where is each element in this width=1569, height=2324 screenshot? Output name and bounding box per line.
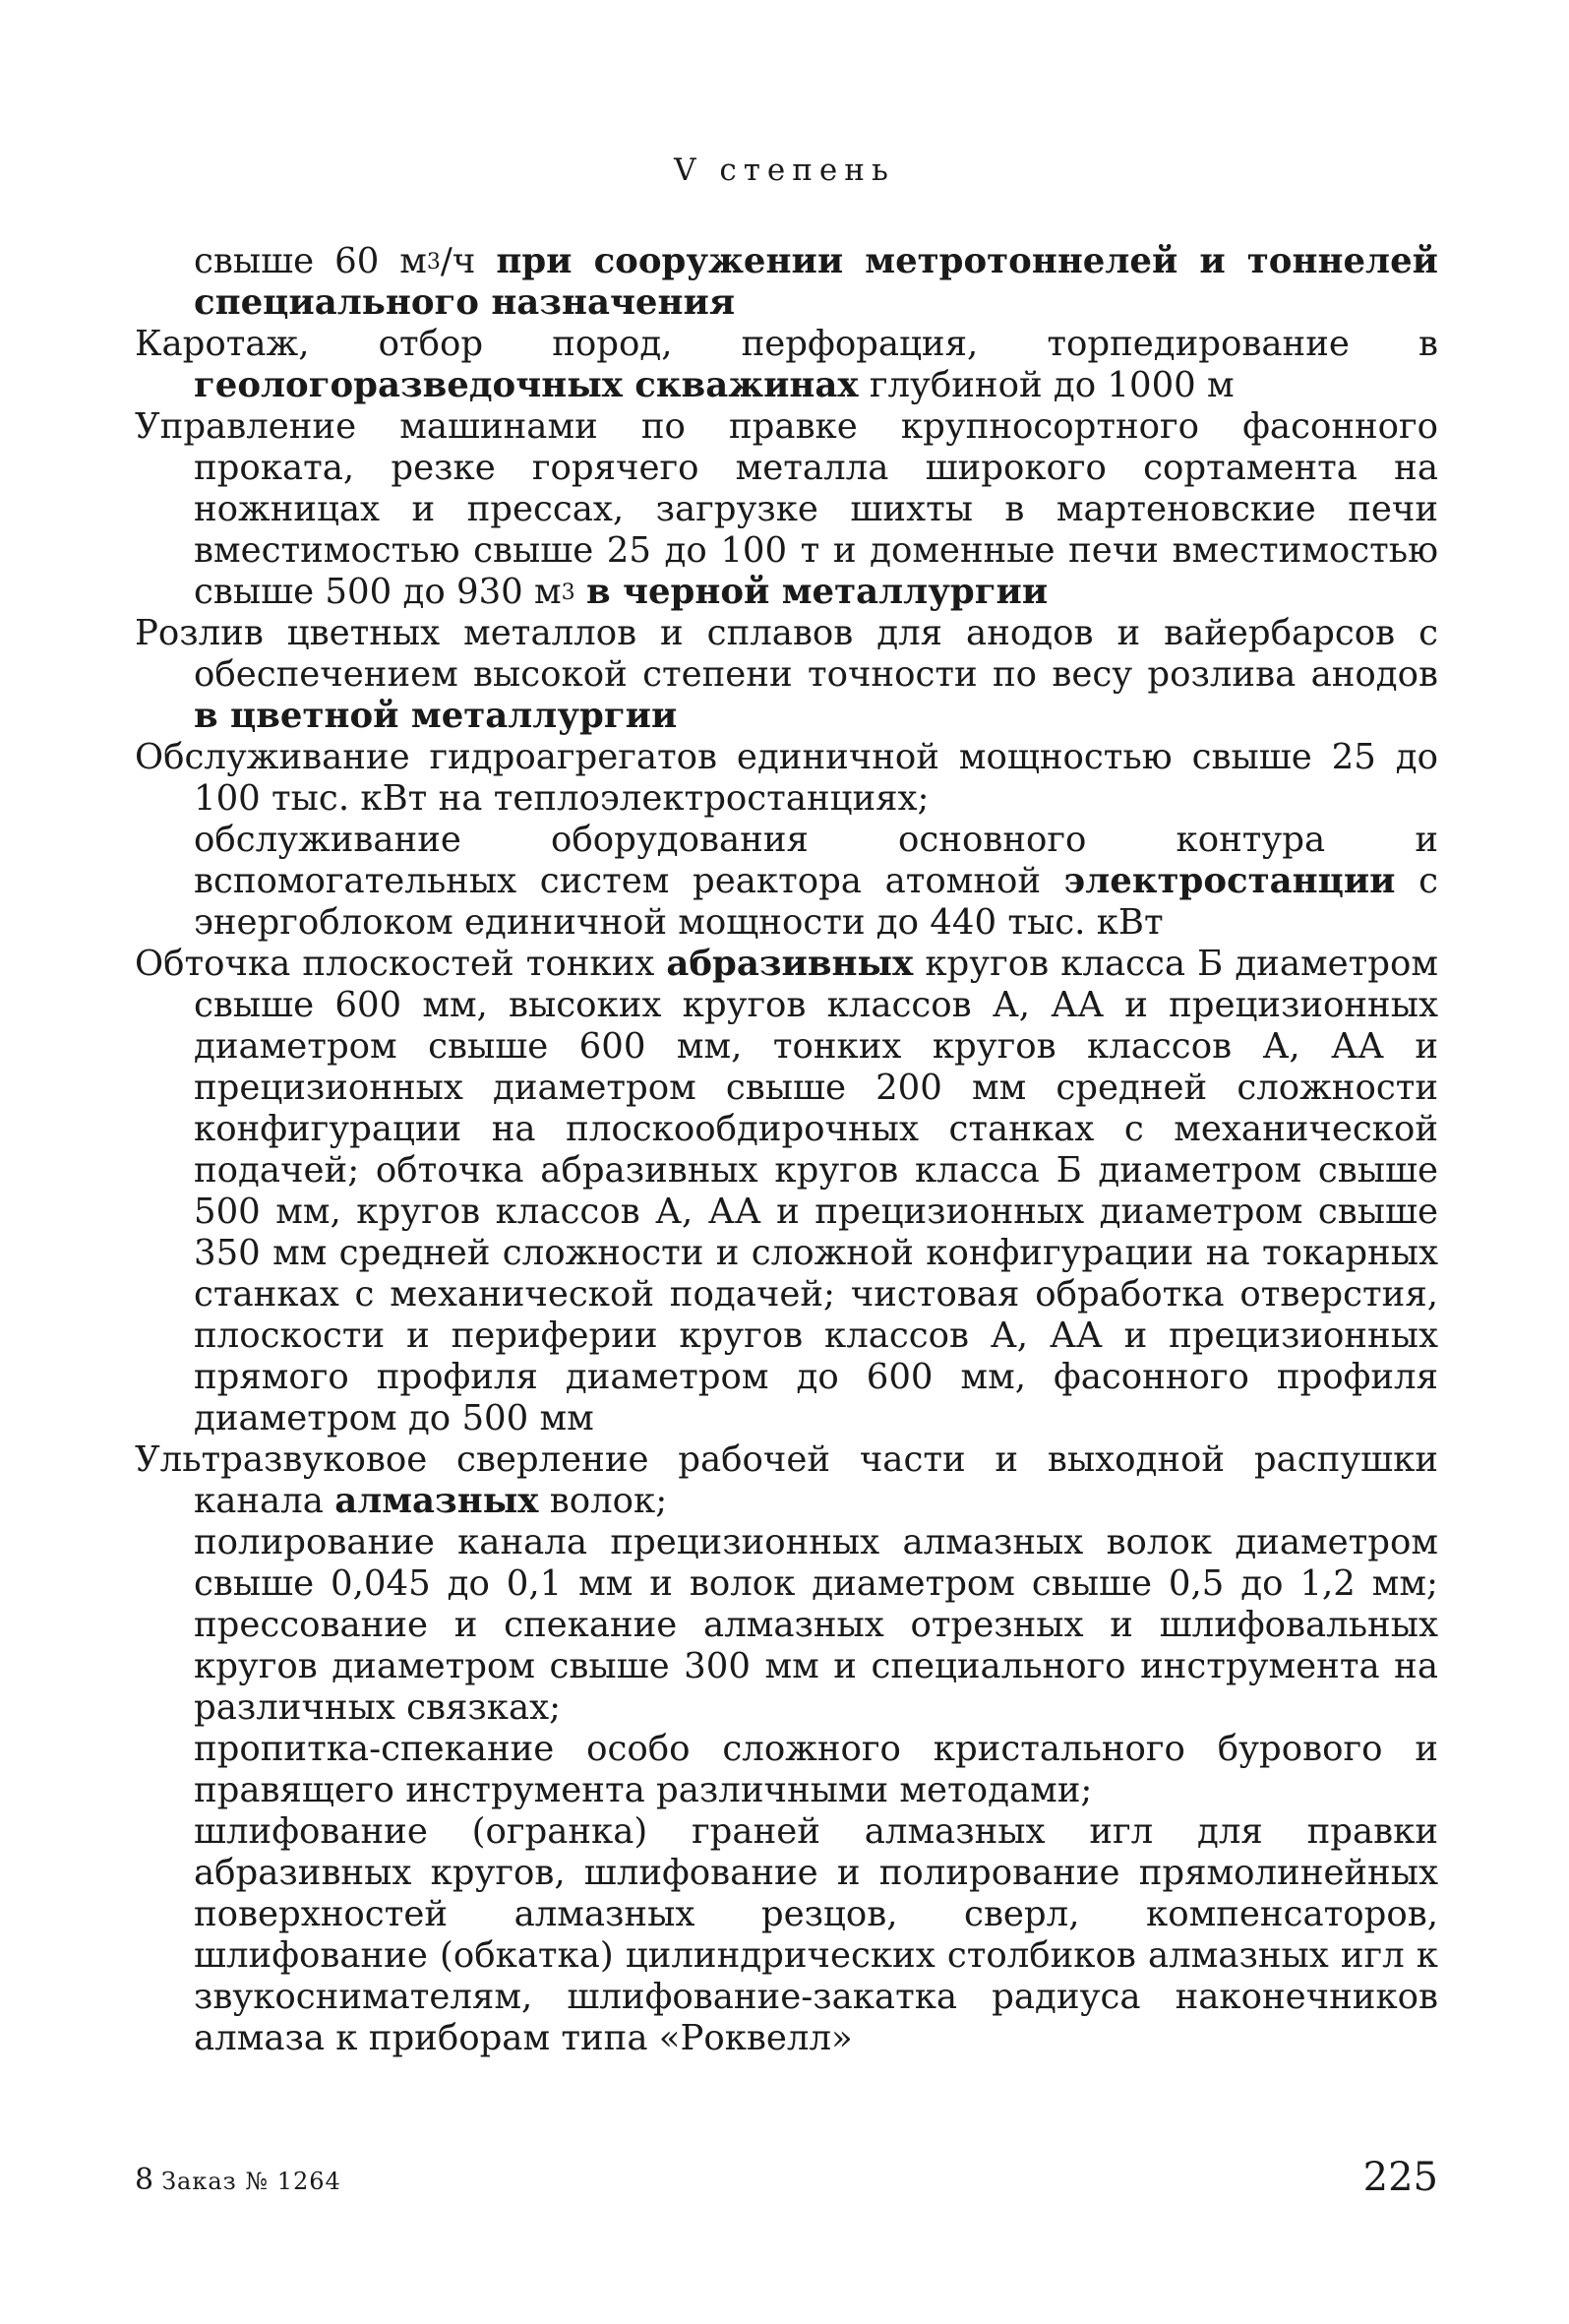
signature-mark: 8 <box>135 2163 154 2197</box>
text-run: Управление машинами по правке крупносортного фасонного проката, резке горячего металла широкого сортамента на ножницах и прессах, загрузке шихты в мартеновские печи вместимостью свыше 25 до 100 т и доменные печи вместимостью свыше 500 до 930 м <box>135 406 1438 612</box>
text-run: кругов класса Б диаметром свыше 600 мм, высоких кругов классов А, АА и прецизионных диаметром свыше 600 мм, тонких кругов классов А, АА и прецизионных диаметром свыше 200 мм средней сложности конфигурации на плоскообдирочных станках с механической подачей; обточка абразивных кругов класса Б диаметром свыше 500 мм, кругов классов А, АА и прецизионных диаметром свыше 350 мм средней сложности и сложной конфигурации на токарных станках с механической подачей; чистовая обработка отверстия, плоскости и периферии кругов классов А, АА и прецизионных прямого профиля диаметром до 600 мм, фасонного профиля диаметром до 500 мм <box>194 944 1438 1438</box>
paragraph <box>135 1522 1438 1729</box>
bold-term: алмазных <box>334 1481 539 1521</box>
text-run: волок; <box>538 1481 668 1521</box>
document-body <box>135 241 1438 2059</box>
text-run: полирование канала прецизионных алмазных волок диаметром свыше 0,045 до 0,1 мм и волок диаметром свыше 0,5 до 1,2 мм; прессование и спекание алмазных отрезных и шлифовальных кругов диаметром свыше 300 мм и специального инструмента на различных связках; <box>194 1522 1438 1728</box>
paragraph <box>135 1439 1438 1522</box>
text-run: свыше 60 м <box>194 241 427 281</box>
text-run: шлифование (огранка) граней алмазных игл для правки абразивных кругов, шлифование и полирование прямолинейных поверхностей алмазных резцов, сверл, компенсаторов, шлифование (обкатка) цилиндрических столбиков алмазных игл к звукоснимателям, шлифование-закатка радиуса наконечников алмаза к приборам типа «Роквелл» <box>194 1811 1438 2058</box>
paragraph <box>135 820 1438 944</box>
superscript: 3 <box>561 581 575 605</box>
page-number: 225 <box>1362 2155 1438 2200</box>
text-run <box>575 572 586 612</box>
bold-term: в цветной металлургии <box>194 696 678 736</box>
paragraph <box>135 944 1438 1439</box>
text-run: Обточка плоскостей тонких <box>135 944 667 984</box>
section-heading: V степень <box>674 153 895 188</box>
text-run: Обслуживание гидроагрегатов единичной мощностью свыше 25 до 100 тыс. кВт на теплоэлектростанциях; <box>135 737 1438 819</box>
bold-term: геологоразведочных скважинах <box>194 365 859 405</box>
text-run: глубиной до 1000 м <box>858 365 1235 405</box>
text-run: пропитка-спекание особо сложного кристального бурового и правящего инструмента различными методами; <box>194 1729 1438 1810</box>
text-run: Каротаж, отбор пород, перфорация, торпедирование в <box>135 324 1438 364</box>
paragraph <box>135 613 1438 737</box>
bold-term: при сооружении метротоннелей и тоннелей специального назначения <box>194 241 1438 323</box>
text-run: /ч <box>440 241 497 281</box>
bold-term: абразивных <box>666 944 914 984</box>
superscript: 3 <box>426 250 441 275</box>
order-number: Заказ № 1264 <box>161 2168 341 2195</box>
bold-term: электростанции <box>1063 861 1396 901</box>
text-run: Ультразвуковое сверление рабочей части и выходной распушки канала <box>135 1439 1438 1521</box>
text-run: обслуживание оборудования основного контура и вспомогательных систем реактора атомной <box>194 820 1438 901</box>
paragraph <box>135 241 1438 324</box>
bold-term: в черной металлургии <box>585 572 1049 612</box>
paragraph <box>135 737 1438 820</box>
paragraph <box>135 406 1438 613</box>
paragraph <box>135 1729 1438 1811</box>
paragraph <box>135 324 1438 406</box>
text-run: с энергоблоком единичной мощности до 440 тыс. кВт <box>194 861 1438 943</box>
paragraph <box>135 1811 1438 2059</box>
text-run: Розлив цветных металлов и сплавов для анодов и вайербарсов с обеспечением высокой степени точности по весу розлива анодов <box>135 613 1438 695</box>
footer-imprint <box>135 2163 341 2197</box>
